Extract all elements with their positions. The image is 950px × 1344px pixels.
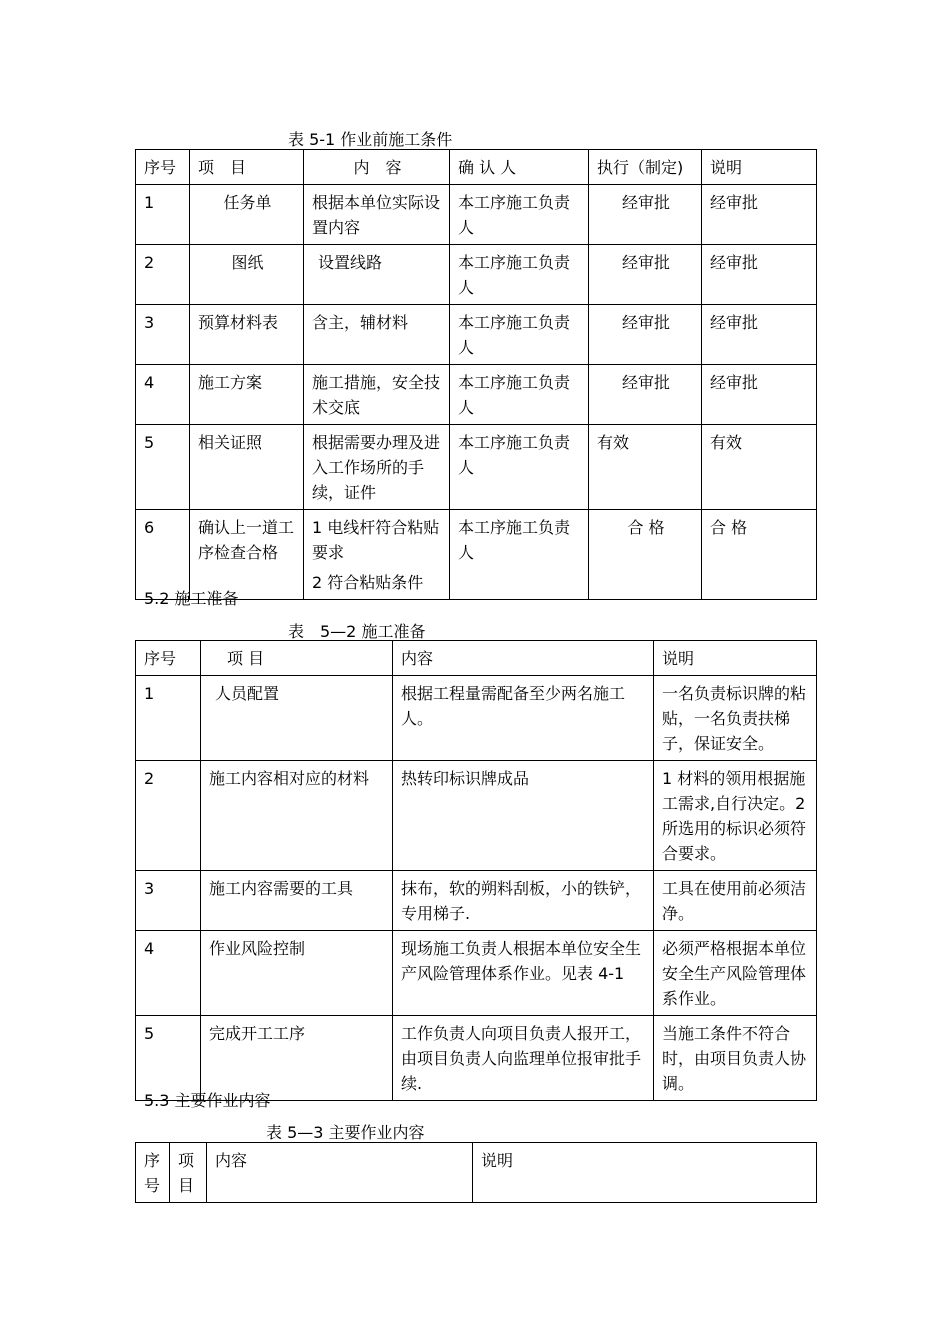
- table1-header-row: [136, 150, 817, 185]
- table-cell: 经审批: [589, 305, 702, 365]
- table-row: [136, 931, 817, 1016]
- table2-header-cell: 项 目: [201, 641, 393, 676]
- table-cell: 经审批: [702, 185, 817, 245]
- table-cell: 合 格: [589, 510, 702, 600]
- table2-header-cell: 内容: [393, 641, 654, 676]
- table-row: [136, 425, 817, 510]
- table-cell: 5: [136, 425, 190, 510]
- table-cell: 施工内容需要的工具: [201, 871, 393, 931]
- table-cell: 3: [136, 871, 201, 931]
- table-cell: 当施工条件不符合时，由项目负责人协调。: [654, 1016, 817, 1101]
- table-cell: 1 材料的领用根据施工需求,自行决定。2 所选用的标识必须符合要求。: [654, 761, 817, 871]
- table-row: [136, 185, 817, 245]
- table-cell: 一名负责标识牌的粘贴，一名负责扶梯子，保证安全。: [654, 676, 817, 761]
- table-cell: 根据需要办理及进入工作场所的手续，证件: [304, 425, 450, 510]
- table-cell: 有效: [702, 425, 817, 510]
- table1-header-cell: 内 容: [304, 150, 450, 185]
- table-cell: 作业风险控制: [201, 931, 393, 1016]
- table-cell: 6: [136, 510, 190, 600]
- table1: [135, 149, 817, 600]
- table-row: [136, 365, 817, 425]
- table-cell: 任务单: [190, 185, 304, 245]
- table-cell: 经审批: [589, 185, 702, 245]
- table-cell: 热转印标识牌成品: [393, 761, 654, 871]
- table-cell: 本工序施工负责人: [450, 425, 589, 510]
- table1-caption: 表 5-1 作业前施工条件: [288, 130, 453, 149]
- table-cell: 5: [136, 1016, 201, 1101]
- table1-header-cell: 序号: [136, 150, 190, 185]
- table-cell: 根据本单位实际设置内容: [304, 185, 450, 245]
- table1-header-cell: 项 目: [190, 150, 304, 185]
- table-row: [136, 305, 817, 365]
- table-cell: 含主，辅材料: [304, 305, 450, 365]
- table2-header-row: [136, 641, 817, 676]
- table3-caption: 表 5—3 主要作业内容: [266, 1123, 425, 1142]
- table-cell: 相关证照: [190, 425, 304, 510]
- table2: [135, 640, 817, 1101]
- table-cell: 工作负责人向项目负责人报开工，由项目负责人向监理单位报审批手续.: [393, 1016, 654, 1101]
- table-cell: 施工内容相对应的材料: [201, 761, 393, 871]
- table-cell: 3: [136, 305, 190, 365]
- table-cell: 4: [136, 931, 201, 1016]
- table3: [135, 1142, 817, 1203]
- table3-header-cell: 项目: [170, 1143, 207, 1203]
- content-line: 2 符合粘贴条件: [312, 573, 424, 592]
- table-cell: 现场施工负责人根据本单位安全生产风险管理体系作业。见表 4-1: [393, 931, 654, 1016]
- table-cell: 确认上一道工序检查合格: [190, 510, 304, 600]
- table-cell: [304, 510, 450, 600]
- table2-header-cell: 说明: [654, 641, 817, 676]
- table-cell: 抹布，软的朔料刮板，小的铁铲，专用梯子.: [393, 871, 654, 931]
- table-cell: 经审批: [702, 305, 817, 365]
- table-cell: 2: [136, 245, 190, 305]
- table-cell: 经审批: [589, 245, 702, 305]
- table-cell: 本工序施工负责人: [450, 245, 589, 305]
- table-cell: 经审批: [702, 245, 817, 305]
- table-cell: 本工序施工负责人: [450, 365, 589, 425]
- table-cell: 经审批: [589, 365, 702, 425]
- table-row: [136, 871, 817, 931]
- table-cell: 合 格: [702, 510, 817, 600]
- table2-header-cell: 序号: [136, 641, 201, 676]
- table-row: [136, 761, 817, 871]
- table3-header-cell: 内容: [207, 1143, 473, 1203]
- table-cell: 本工序施工负责人: [450, 305, 589, 365]
- table-cell: 本工序施工负责人: [450, 510, 589, 600]
- table-cell: 完成开工工序: [201, 1016, 393, 1101]
- table-cell: 经审批: [702, 365, 817, 425]
- table-cell: 本工序施工负责人: [450, 185, 589, 245]
- content-line: 1 电线杆符合粘贴要求: [312, 518, 440, 562]
- table-cell: 2: [136, 761, 201, 871]
- table3-header-cell: 说明: [473, 1143, 817, 1203]
- table3-header-row: [136, 1143, 817, 1203]
- table-cell: 施工方案: [190, 365, 304, 425]
- table-row: [136, 245, 817, 305]
- section-heading-5-3: 5.3 主要作业内容: [144, 1091, 271, 1110]
- table-cell: 图纸: [190, 245, 304, 305]
- table2-caption: 表 5—2 施工准备: [288, 622, 426, 641]
- table1-header-cell: 执行（制定): [589, 150, 702, 185]
- table-row: [136, 676, 817, 761]
- table-cell: 1: [136, 185, 190, 245]
- table-cell: 工具在使用前必须洁净。: [654, 871, 817, 931]
- table-cell: 施工措施，安全技术交底: [304, 365, 450, 425]
- table-cell: 人员配置: [201, 676, 393, 761]
- table-cell: 根据工程量需配备至少两名施工人。: [393, 676, 654, 761]
- table-cell: 必须严格根据本单位安全生产风险管理体系作业。: [654, 931, 817, 1016]
- table-cell: 预算材料表: [190, 305, 304, 365]
- table-cell: 4: [136, 365, 190, 425]
- table-cell: 设置线路: [304, 245, 450, 305]
- section-heading-5-2: 5.2 施工准备: [144, 589, 239, 608]
- table1-header-cell: 说明: [702, 150, 817, 185]
- table3-header-cell: 序号: [136, 1143, 170, 1203]
- table1-header-cell: 确 认 人: [450, 150, 589, 185]
- table-cell: 有效: [589, 425, 702, 510]
- table-cell: 1: [136, 676, 201, 761]
